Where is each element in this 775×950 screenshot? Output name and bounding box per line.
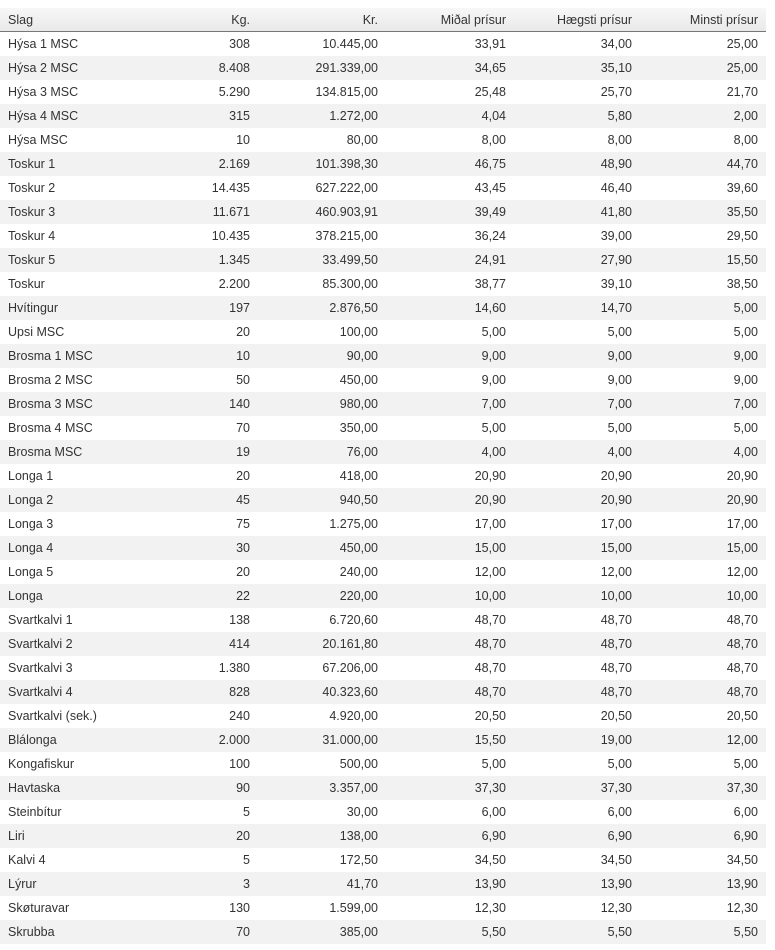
cell-kg: 100	[229, 757, 250, 771]
cell-avg-price: 38,77	[474, 277, 506, 291]
cell-avg-price: 12,00	[474, 565, 506, 579]
cell-avg-price: 9,00	[386, 344, 514, 368]
cell-avg-price: 5,50	[386, 920, 514, 944]
cell-avg-price: 25,48	[474, 85, 506, 99]
cell-max-price: 20,90	[514, 488, 640, 512]
cell-species: Longa 3	[8, 517, 54, 531]
cell-kg: 11.671	[130, 200, 258, 224]
cell-kg: 5	[243, 853, 250, 867]
cell-avg-price: 14,60	[386, 296, 514, 320]
cell-avg-price: 9,00	[481, 373, 506, 387]
table-row	[0, 920, 766, 944]
cell-max-price: 5,80	[514, 104, 640, 128]
cell-kg: 414	[130, 632, 258, 656]
cell-kg: 140	[130, 392, 258, 416]
column-header-slag[interactable]: Slag	[0, 8, 130, 32]
cell-kr: 940,50	[258, 488, 386, 512]
cell-avg-price: 20,50	[474, 709, 506, 723]
cell-max-price: 9,00	[514, 344, 640, 368]
cell-kr: 450,00	[258, 536, 386, 560]
cell-min-price: 5,50	[640, 920, 766, 944]
cell-kr: 67.206,00	[322, 661, 378, 675]
cell-species: Steinbítur	[8, 805, 62, 819]
cell-kg: 20	[236, 565, 250, 579]
table-row	[0, 320, 766, 344]
cell-min-price: 7,00	[640, 392, 766, 416]
cell-avg-price: 13,90	[386, 872, 514, 896]
cell-max-price: 5,00	[607, 325, 632, 339]
cell-kr: 2.876,50	[258, 296, 386, 320]
table-row	[0, 680, 766, 704]
table-row	[0, 368, 766, 392]
cell-kg: 20	[130, 824, 258, 848]
cell-min-price: 5,00	[640, 296, 766, 320]
cell-avg-price: 46,75	[386, 152, 514, 176]
cell-species: Svartkalvi 3	[8, 661, 73, 675]
cell-avg-price: 20,90	[474, 469, 506, 483]
column-header-min-price[interactable]: Minsti prísur	[640, 8, 766, 32]
cell-species: Longa 4	[0, 536, 130, 560]
cell-min-price: 48,70	[726, 613, 758, 627]
cell-kg: 10	[236, 133, 250, 147]
cell-avg-price: 4,00	[386, 440, 514, 464]
cell-kr: 418,00	[339, 469, 378, 483]
cell-kg: 1.380	[218, 661, 250, 675]
table-row	[0, 800, 766, 824]
table-body	[0, 32, 766, 945]
cell-species: Longa	[0, 584, 130, 608]
column-header-kg[interactable]: Kg.	[130, 8, 258, 32]
cell-min-price: 38,50	[726, 277, 758, 291]
cell-max-price: 19,00	[514, 728, 640, 752]
cell-min-price: 2,00	[640, 104, 766, 128]
cell-max-price: 39,00	[600, 229, 632, 243]
cell-species: Hýsa 2 MSC	[0, 56, 130, 80]
cell-min-price: 29,50	[726, 229, 758, 243]
cell-min-price: 48,70	[640, 632, 766, 656]
cell-kg: 130	[229, 901, 250, 915]
cell-kg: 197	[130, 296, 258, 320]
table-row	[0, 488, 766, 512]
cell-kg: 70	[130, 920, 258, 944]
cell-avg-price: 15,00	[386, 536, 514, 560]
cell-kg: 308	[229, 37, 250, 51]
table-row	[0, 440, 766, 464]
cell-species: Svartkalvi 1	[8, 613, 73, 627]
cell-avg-price: 5,00	[481, 757, 506, 771]
cell-avg-price: 48,70	[474, 661, 506, 675]
cell-avg-price: 12,30	[474, 901, 506, 915]
cell-max-price: 15,00	[514, 536, 640, 560]
cell-kr: 10.445,00	[322, 37, 378, 51]
cell-min-price: 6,00	[733, 805, 758, 819]
table-row	[0, 776, 766, 800]
cell-kr: 31.000,00	[258, 728, 386, 752]
cell-species: Svartkalvi 2	[0, 632, 130, 656]
cell-kr: 41,70	[258, 872, 386, 896]
cell-min-price: 20,50	[726, 709, 758, 723]
cell-kr: 460.903,91	[258, 200, 386, 224]
cell-kg: 8.408	[130, 56, 258, 80]
cell-avg-price: 48,70	[386, 632, 514, 656]
cell-min-price: 34,50	[726, 853, 758, 867]
cell-max-price: 12,30	[600, 901, 632, 915]
table-row	[0, 536, 766, 560]
cell-kr: 3.357,00	[258, 776, 386, 800]
table-row	[0, 392, 766, 416]
cell-kr: 6.720,60	[329, 613, 378, 627]
table-row	[0, 224, 766, 248]
cell-species: Blálonga	[0, 728, 130, 752]
cell-species: Hýsa MSC	[8, 133, 68, 147]
cell-avg-price: 34,65	[386, 56, 514, 80]
cell-max-price: 34,00	[600, 37, 632, 51]
cell-min-price: 5,00	[733, 421, 758, 435]
cell-kg: 50	[236, 373, 250, 387]
cell-kr: 76,00	[258, 440, 386, 464]
cell-kg: 1.345	[130, 248, 258, 272]
cell-avg-price: 5,00	[481, 325, 506, 339]
cell-avg-price: 6,00	[481, 805, 506, 819]
cell-kr: 40.323,60	[258, 680, 386, 704]
table-header	[0, 8, 766, 32]
cell-species: Svartkalvi (sek.)	[8, 709, 97, 723]
cell-min-price: 13,90	[640, 872, 766, 896]
cell-avg-price: 34,50	[474, 853, 506, 867]
cell-species: Brosma 2 MSC	[8, 373, 93, 387]
cell-max-price: 17,00	[600, 517, 632, 531]
cell-kr: 378.215,00	[315, 229, 378, 243]
table-row	[0, 512, 766, 536]
cell-kg: 20	[236, 325, 250, 339]
cell-kg: 5.290	[218, 85, 250, 99]
cell-species: Hýsa 3 MSC	[8, 85, 79, 99]
cell-kg: 2.169	[130, 152, 258, 176]
cell-kr: 291.339,00	[258, 56, 386, 80]
cell-min-price: 5,00	[733, 757, 758, 771]
column-header-avg-price[interactable]: Miðal prísur	[386, 8, 514, 32]
table-row	[0, 152, 766, 176]
cell-species: Hvítingur	[0, 296, 130, 320]
cell-species: Toskur 1	[0, 152, 130, 176]
cell-kg: 3	[130, 872, 258, 896]
cell-avg-price: 48,70	[386, 680, 514, 704]
cell-avg-price: 36,24	[474, 229, 506, 243]
cell-species: Skrubba	[0, 920, 130, 944]
cell-species: Skøturavar	[8, 901, 70, 915]
cell-species: Hýsa 1 MSC	[8, 37, 79, 51]
cell-avg-price: 17,00	[474, 517, 506, 531]
table-row	[0, 584, 766, 608]
table-row	[0, 80, 766, 104]
cell-avg-price: 8,00	[481, 133, 506, 147]
cell-kr: 385,00	[258, 920, 386, 944]
cell-kr: 30,00	[346, 805, 378, 819]
cell-max-price: 35,10	[514, 56, 640, 80]
cell-min-price: 9,00	[640, 344, 766, 368]
cell-min-price: 35,50	[640, 200, 766, 224]
cell-kr: 500,00	[339, 757, 378, 771]
cell-species: Havtaska	[0, 776, 130, 800]
cell-kr: 1.275,00	[329, 517, 378, 531]
cell-max-price: 12,00	[600, 565, 632, 579]
cell-max-price: 48,70	[514, 680, 640, 704]
cell-max-price: 5,00	[607, 757, 632, 771]
cell-min-price: 4,00	[640, 440, 766, 464]
cell-max-price: 41,80	[514, 200, 640, 224]
table-row	[0, 416, 766, 440]
cell-kg: 30	[130, 536, 258, 560]
cell-species: Longa 2	[0, 488, 130, 512]
cell-species: Brosma 1 MSC	[0, 344, 130, 368]
cell-min-price: 20,90	[726, 469, 758, 483]
cell-max-price: 8,00	[607, 133, 632, 147]
cell-max-price: 27,90	[514, 248, 640, 272]
cell-min-price: 8,00	[733, 133, 758, 147]
cell-species: Hýsa 4 MSC	[0, 104, 130, 128]
table-row	[0, 848, 766, 872]
cell-max-price: 25,70	[600, 85, 632, 99]
cell-kg: 90	[130, 776, 258, 800]
cell-max-price: 48,70	[600, 661, 632, 675]
cell-kr: 101.398,30	[258, 152, 386, 176]
cell-min-price: 12,00	[640, 728, 766, 752]
table-row	[0, 824, 766, 848]
cell-kr: 80,00	[346, 133, 378, 147]
cell-avg-price: 20,90	[386, 488, 514, 512]
cell-min-price: 20,90	[640, 488, 766, 512]
table-row	[0, 608, 766, 632]
cell-avg-price: 39,49	[386, 200, 514, 224]
cell-species: Longa 5	[8, 565, 54, 579]
cell-max-price: 6,00	[607, 805, 632, 819]
price-table	[0, 8, 766, 944]
cell-max-price: 7,00	[514, 392, 640, 416]
cell-avg-price: 6,90	[386, 824, 514, 848]
cell-min-price: 37,30	[640, 776, 766, 800]
cell-kr: 172,50	[339, 853, 378, 867]
cell-kg: 70	[236, 421, 250, 435]
cell-kg: 240	[229, 709, 250, 723]
table-row	[0, 704, 766, 728]
cell-avg-price: 15,50	[386, 728, 514, 752]
cell-kr: 138,00	[258, 824, 386, 848]
cell-species: Upsi MSC	[8, 325, 65, 339]
cell-kg: 20	[236, 469, 250, 483]
cell-kr: 980,00	[258, 392, 386, 416]
cell-kr: 20.161,80	[258, 632, 386, 656]
cell-max-price: 20,50	[600, 709, 632, 723]
cell-species: Toskur 5	[0, 248, 130, 272]
cell-max-price: 4,00	[514, 440, 640, 464]
table-row	[0, 200, 766, 224]
table-row	[0, 176, 766, 200]
table-row	[0, 464, 766, 488]
cell-kr: 90,00	[258, 344, 386, 368]
cell-min-price: 5,00	[733, 325, 758, 339]
cell-max-price: 37,30	[514, 776, 640, 800]
cell-species: Toskur	[8, 277, 45, 291]
cell-kr: 134.815,00	[315, 85, 378, 99]
cell-species: Svartkalvi 4	[0, 680, 130, 704]
cell-avg-price: 24,91	[386, 248, 514, 272]
cell-min-price: 44,70	[640, 152, 766, 176]
cell-min-price: 17,00	[726, 517, 758, 531]
cell-max-price: 46,40	[600, 181, 632, 195]
table-row	[0, 296, 766, 320]
cell-kg: 315	[130, 104, 258, 128]
cell-kg: 2.000	[130, 728, 258, 752]
table-row	[0, 896, 766, 920]
table-row	[0, 560, 766, 584]
cell-species: Toskur 2	[8, 181, 56, 195]
cell-max-price: 9,00	[607, 373, 632, 387]
cell-species: Kongafiskur	[8, 757, 75, 771]
table-row	[0, 32, 766, 57]
cell-species: Toskur 4	[8, 229, 56, 243]
cell-max-price: 48,70	[514, 632, 640, 656]
cell-avg-price: 7,00	[386, 392, 514, 416]
cell-species: Kalvi 4	[8, 853, 46, 867]
cell-min-price: 12,00	[726, 565, 758, 579]
cell-kg: 138	[229, 613, 250, 627]
cell-max-price: 34,50	[600, 853, 632, 867]
cell-min-price: 25,00	[726, 37, 758, 51]
cell-max-price: 5,00	[607, 421, 632, 435]
cell-min-price: 15,50	[640, 248, 766, 272]
cell-min-price: 10,00	[640, 584, 766, 608]
column-header-kr[interactable]: Kr.	[258, 8, 386, 32]
cell-kr: 350,00	[339, 421, 378, 435]
cell-min-price: 48,70	[726, 661, 758, 675]
cell-kg: 10.435	[211, 229, 250, 243]
table-row	[0, 104, 766, 128]
cell-species: Lýrur	[0, 872, 130, 896]
cell-kr: 100,00	[339, 325, 378, 339]
table-row	[0, 248, 766, 272]
cell-max-price: 48,70	[600, 613, 632, 627]
table-row	[0, 344, 766, 368]
cell-kr: 240,00	[339, 565, 378, 579]
cell-kr: 85.300,00	[322, 277, 378, 291]
table-row	[0, 632, 766, 656]
cell-avg-price: 10,00	[386, 584, 514, 608]
header-row	[0, 8, 766, 32]
cell-max-price: 6,90	[514, 824, 640, 848]
cell-species: Brosma 4 MSC	[8, 421, 93, 435]
cell-kg: 22	[130, 584, 258, 608]
cell-avg-price: 33,91	[474, 37, 506, 51]
cell-kr: 1.599,00	[329, 901, 378, 915]
cell-kg: 2.200	[218, 277, 250, 291]
table-row	[0, 56, 766, 80]
cell-kg: 19	[130, 440, 258, 464]
table-row	[0, 128, 766, 152]
cell-kr: 627.222,00	[315, 181, 378, 195]
cell-min-price: 6,90	[640, 824, 766, 848]
cell-kg: 828	[130, 680, 258, 704]
column-header-max-price[interactable]: Hægsti prísur	[514, 8, 640, 32]
cell-avg-price: 48,70	[474, 613, 506, 627]
cell-min-price: 25,00	[640, 56, 766, 80]
cell-max-price: 48,90	[514, 152, 640, 176]
price-table-container	[0, 8, 766, 944]
cell-avg-price: 43,45	[474, 181, 506, 195]
cell-species: Longa 1	[8, 469, 54, 483]
cell-kg: 14.435	[211, 181, 250, 195]
cell-max-price: 14,70	[514, 296, 640, 320]
table-row	[0, 872, 766, 896]
cell-kg: 5	[243, 805, 250, 819]
cell-kr: 450,00	[339, 373, 378, 387]
cell-avg-price: 37,30	[386, 776, 514, 800]
cell-species: Liri	[0, 824, 130, 848]
cell-species: Brosma MSC	[0, 440, 130, 464]
table-row	[0, 272, 766, 296]
cell-min-price: 21,70	[726, 85, 758, 99]
cell-max-price: 5,50	[514, 920, 640, 944]
cell-min-price: 12,30	[726, 901, 758, 915]
cell-avg-price: 4,04	[386, 104, 514, 128]
cell-kr: 220,00	[258, 584, 386, 608]
table-row	[0, 728, 766, 752]
cell-kg: 10	[130, 344, 258, 368]
cell-species: Toskur 3	[0, 200, 130, 224]
cell-kr: 33.499,50	[258, 248, 386, 272]
cell-max-price: 20,90	[600, 469, 632, 483]
table-row	[0, 656, 766, 680]
cell-max-price: 39,10	[600, 277, 632, 291]
cell-kg: 45	[130, 488, 258, 512]
cell-min-price: 48,70	[640, 680, 766, 704]
cell-max-price: 13,90	[514, 872, 640, 896]
cell-min-price: 9,00	[733, 373, 758, 387]
cell-min-price: 39,60	[726, 181, 758, 195]
cell-kg: 75	[236, 517, 250, 531]
cell-min-price: 15,00	[640, 536, 766, 560]
cell-max-price: 10,00	[514, 584, 640, 608]
cell-kr: 1.272,00	[258, 104, 386, 128]
table-row	[0, 752, 766, 776]
cell-avg-price: 5,00	[481, 421, 506, 435]
cell-kr: 4.920,00	[329, 709, 378, 723]
cell-species: Brosma 3 MSC	[0, 392, 130, 416]
